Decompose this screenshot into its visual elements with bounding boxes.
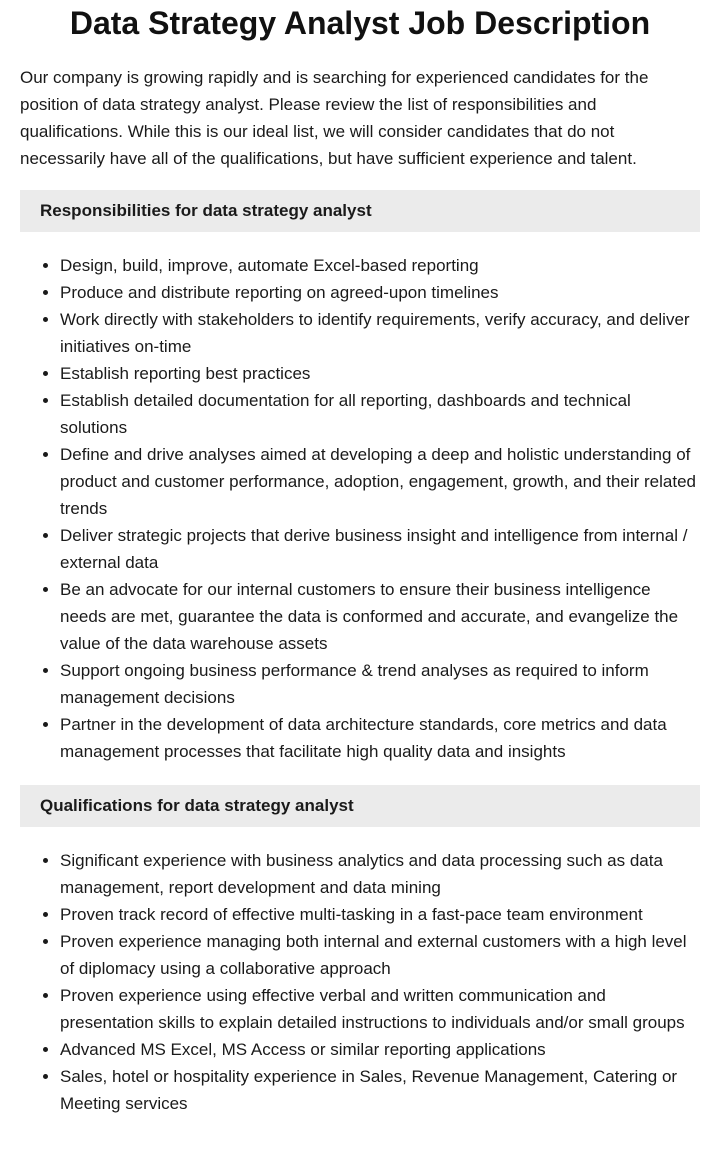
list-item: • Partner in the development of data architecture standards, core metrics and data management processes that facilitate high quality data and insights: [60, 711, 700, 765]
responsibilities-list: [20, 252, 700, 765]
qualifications-heading: Qualifications for data strategy analyst: [20, 785, 700, 827]
list-item: • Proven experience using effective verbal and written communication and presentation skills to explain detailed instructions to individuals and/or small groups: [60, 982, 700, 1036]
list-item: • Deliver strategic projects that derive business insight and intelligence from internal / external data: [60, 522, 700, 576]
list-item: • Establish reporting best practices: [60, 360, 700, 387]
list-item: • Sales, hotel or hospitality experience in Sales, Revenue Management, Catering or Meeting services: [60, 1063, 700, 1117]
list-item: • Significant experience with business analytics and data processing such as data management, report development and data mining: [60, 847, 700, 901]
list-item: • Support ongoing business performance & trend analyses as required to inform management decisions: [60, 657, 700, 711]
qualifications-list: [20, 847, 700, 1117]
list-item: • Design, build, improve, automate Excel-based reporting: [60, 252, 700, 279]
page-title: Data Strategy Analyst Job Description: [69, 5, 651, 41]
list-item: • Define and drive analyses aimed at developing a deep and holistic understanding of product and customer performance, adoption, engagement, growth, and their related trends: [60, 441, 700, 522]
list-item: • Advanced MS Excel, MS Access or similar reporting applications: [60, 1036, 700, 1063]
list-item: • Work directly with stakeholders to identify requirements, verify accuracy, and deliver initiatives on-time: [60, 306, 700, 360]
list-item: • Establish detailed documentation for all reporting, dashboards and technical solutions: [60, 387, 700, 441]
list-item: • Produce and distribute reporting on agreed-upon timelines: [60, 279, 700, 306]
intro-paragraph: Our company is growing rapidly and is searching for experienced candidates for the position of data strategy analyst. Please review the list of responsibilities and qualifications. While this is our ideal list, we will consider candidates that do not necessarily have all of the qualifications, but have sufficient experience and talent.: [20, 68, 649, 168]
list-item: • Be an advocate for our internal customers to ensure their business intelligence needs are met, guarantee the data is conformed and accurate, and evangelize the value of the data warehouse assets: [60, 576, 700, 657]
responsibilities-heading: Responsibilities for data strategy analyst: [20, 190, 700, 232]
list-item: • Proven track record of effective multi-tasking in a fast-pace team environment: [60, 901, 700, 928]
list-item: • Proven experience managing both internal and external customers with a high level of diplomacy using a collaborative approach: [60, 928, 700, 982]
